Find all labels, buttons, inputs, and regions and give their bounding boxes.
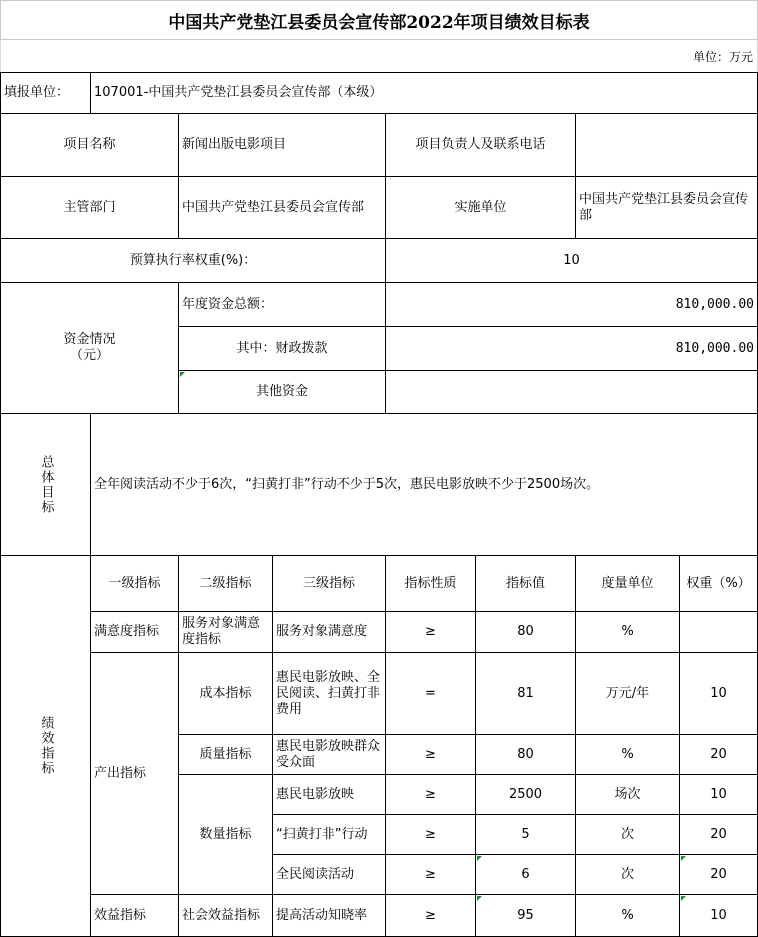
weight-cell: 20	[680, 815, 758, 855]
project-contact-label: 项目负责人及联系电话	[386, 114, 576, 177]
unit-cell: 次	[576, 855, 680, 895]
level1-output: 产出指标	[91, 653, 179, 895]
goal-label-cell	[0, 414, 91, 556]
funds-fiscal-label: 其中：财政拨款	[179, 327, 386, 371]
impl-value: 中国共产党垫江县委员会宣传部	[576, 177, 758, 239]
level2-quality: 质量指标	[179, 735, 273, 775]
nature-cell: ≥	[386, 735, 476, 775]
nature-cell: ≥	[386, 895, 476, 937]
budget-weight-label: 预算执行率权重(%)：	[0, 239, 386, 283]
level1-benefit: 效益指标	[91, 895, 179, 937]
funds-other-label: 其他资金	[179, 371, 386, 414]
funds-total-value: 810,000.00	[386, 283, 758, 327]
weight-cell: 20	[680, 735, 758, 775]
weight-cell: 10	[680, 653, 758, 735]
dept-label: 主管部门	[0, 177, 179, 239]
funds-label: 资金情况 （元）	[0, 283, 179, 414]
value-cell: 81	[476, 653, 576, 735]
funds-other-value	[386, 371, 758, 414]
level3-cell: “扫黄打非”行动	[273, 815, 386, 855]
goal-text: 全年阅读活动不少于6次，“扫黄打非”行动不少于5次，惠民电影放映不少于2500场次。	[91, 414, 758, 556]
level3-cell: 惠民电影放映、全民阅读、扫黄打非费用	[273, 653, 386, 735]
unit-cell: 次	[576, 815, 680, 855]
funds-total-label: 年度资金总额：	[179, 283, 386, 327]
nature-cell: ≥	[386, 855, 476, 895]
level3-cell: 提高活动知晓率	[273, 895, 386, 937]
dept-value: 中国共产党垫江县委员会宣传部	[179, 177, 386, 239]
filler-label: 填报单位：	[0, 72, 91, 114]
level3-cell: 惠民电影放映群众受众面	[273, 735, 386, 775]
unit-cell: %	[576, 895, 680, 937]
header-unit: 度量单位	[576, 556, 680, 612]
value-cell: 80	[476, 735, 576, 775]
header-level1: 一级指标	[91, 556, 179, 612]
sheet-title: 中国共产党垫江县委员会宣传部2022年项目绩效目标表	[0, 0, 758, 40]
unit-cell: 场次	[576, 775, 680, 815]
goal-label: 总体目标	[38, 454, 54, 515]
cell-marker-icon	[477, 896, 482, 901]
cell-marker-icon	[681, 856, 686, 861]
level3-cell: 全民阅读活动	[273, 855, 386, 895]
value-cell: 5	[476, 815, 576, 855]
cell-marker-icon	[180, 372, 185, 377]
nature-cell: ≥	[386, 775, 476, 815]
level1-satisfaction: 满意度指标	[91, 612, 179, 653]
header-value: 指标值	[476, 556, 576, 612]
nature-cell: ≥	[386, 815, 476, 855]
header-weight: 权重（%）	[680, 556, 758, 612]
project-name-label: 项目名称	[0, 114, 179, 177]
project-name-value: 新闻出版电影项目	[179, 114, 386, 177]
weight-cell: 10	[680, 775, 758, 815]
cell-marker-icon	[681, 896, 686, 901]
unit-cell: %	[576, 735, 680, 775]
funds-fiscal-value: 810,000.00	[386, 327, 758, 371]
value-cell: 95	[476, 895, 576, 937]
unit-label: 单位：万元	[0, 40, 758, 72]
header-nature: 指标性质	[386, 556, 476, 612]
header-level3: 三级指标	[273, 556, 386, 612]
level2-social: 社会效益指标	[179, 895, 273, 937]
level2-cost: 成本指标	[179, 653, 273, 735]
unit-cell: 万元/年	[576, 653, 680, 735]
budget-weight-value: 10	[386, 239, 758, 283]
level3-cell: 惠民电影放映	[273, 775, 386, 815]
perf-label-cell	[0, 556, 91, 937]
nature-cell: ≥	[386, 612, 476, 653]
level2-quantity: 数量指标	[179, 775, 273, 895]
level2-service: 服务对象满意度指标	[179, 612, 273, 653]
cell-marker-icon	[477, 856, 482, 861]
header-level2: 二级指标	[179, 556, 273, 612]
level3-cell: 服务对象满意度	[273, 612, 386, 653]
nature-cell: =	[386, 653, 476, 735]
project-contact-value	[576, 114, 758, 177]
weight-cell: 10	[680, 895, 758, 937]
perf-label: 绩效指标	[38, 716, 54, 776]
weight-cell: 20	[680, 855, 758, 895]
weight-cell	[680, 612, 758, 653]
value-cell: 80	[476, 612, 576, 653]
unit-cell: %	[576, 612, 680, 653]
impl-label: 实施单位	[386, 177, 576, 239]
value-cell: 2500	[476, 775, 576, 815]
value-cell: 6	[476, 855, 576, 895]
filler-value: 107001-中国共产党垫江县委员会宣传部（本级）	[91, 72, 758, 114]
